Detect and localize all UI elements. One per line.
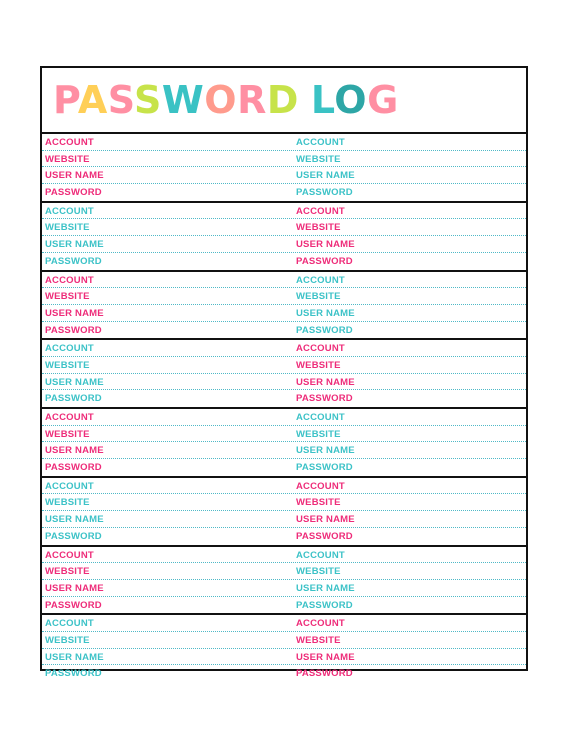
right-label-website: WEBSITE — [296, 359, 341, 371]
password-log-sheet — [40, 66, 528, 680]
left-label-username: USER NAME — [45, 170, 104, 182]
title-bar — [42, 68, 526, 134]
left-label-password: PASSWORD — [45, 530, 102, 542]
left-label-account: ACCOUNT — [45, 618, 94, 630]
title-letter: W — [161, 78, 205, 122]
right-label-website: WEBSITE — [296, 222, 341, 234]
title-letter: S — [133, 78, 162, 122]
field-row-password — [42, 459, 526, 476]
right-label-username: USER NAME — [296, 239, 355, 251]
field-row-password — [42, 528, 526, 545]
field-row-website — [42, 288, 526, 305]
right-label-username: USER NAME — [296, 376, 355, 388]
page-title — [53, 78, 399, 122]
entry-block — [42, 272, 526, 341]
field-row-username — [42, 649, 526, 666]
right-label-account: ACCOUNT — [296, 137, 345, 148]
field-row-website — [42, 632, 526, 649]
left-label-username: USER NAME — [45, 582, 104, 594]
field-row-username — [42, 580, 526, 597]
field-row-account — [42, 203, 526, 220]
right-label-username: USER NAME — [296, 514, 355, 526]
right-label-password: PASSWORD — [296, 599, 353, 611]
left-label-username: USER NAME — [45, 445, 104, 457]
field-row-password — [42, 322, 526, 339]
field-row-account — [42, 134, 526, 151]
left-label-website: WEBSITE — [45, 497, 90, 509]
right-label-password: PASSWORD — [296, 462, 353, 474]
title-letter: D — [266, 78, 299, 122]
right-label-account: ACCOUNT — [296, 412, 345, 423]
left-label-account: ACCOUNT — [45, 137, 94, 148]
right-label-username: USER NAME — [296, 445, 355, 457]
left-label-password: PASSWORD — [45, 255, 102, 267]
left-label-password: PASSWORD — [45, 668, 102, 680]
left-label-password: PASSWORD — [45, 462, 102, 474]
left-label-account: ACCOUNT — [45, 480, 94, 492]
left-label-username: USER NAME — [45, 514, 104, 526]
right-label-password: PASSWORD — [296, 393, 353, 405]
left-label-website: WEBSITE — [45, 634, 90, 646]
field-row-website — [42, 494, 526, 511]
right-label-website: WEBSITE — [296, 566, 341, 578]
left-label-website: WEBSITE — [45, 359, 90, 371]
field-row-username — [42, 167, 526, 184]
left-label-account: ACCOUNT — [45, 549, 94, 561]
left-label-username: USER NAME — [45, 376, 104, 388]
title-letter: O — [204, 78, 238, 122]
entry-block — [42, 203, 526, 272]
field-row-username — [42, 511, 526, 528]
left-label-account: ACCOUNT — [45, 412, 94, 423]
right-label-account: ACCOUNT — [296, 480, 345, 492]
field-row-password — [42, 184, 526, 201]
left-label-website: WEBSITE — [45, 566, 90, 578]
entry-block — [42, 340, 526, 409]
left-label-password: PASSWORD — [45, 324, 102, 336]
field-row-password — [42, 665, 526, 682]
right-label-password: PASSWORD — [296, 255, 353, 267]
field-row-account — [42, 478, 526, 495]
title-letter: R — [237, 78, 267, 122]
title-letter: O — [334, 78, 368, 122]
left-label-website: WEBSITE — [45, 428, 90, 440]
password-grid — [42, 134, 526, 682]
right-label-username: USER NAME — [296, 651, 355, 663]
field-row-account — [42, 409, 526, 426]
field-row-website — [42, 563, 526, 580]
field-row-username — [42, 236, 526, 253]
entry-block — [42, 547, 526, 616]
left-label-website: WEBSITE — [45, 222, 90, 234]
field-row-password — [42, 390, 526, 407]
left-label-account: ACCOUNT — [45, 343, 94, 355]
left-label-username: USER NAME — [45, 651, 104, 663]
left-label-account: ACCOUNT — [45, 274, 94, 286]
field-row-username — [42, 305, 526, 322]
right-label-password: PASSWORD — [296, 530, 353, 542]
right-label-password: PASSWORD — [296, 668, 353, 680]
field-row-website — [42, 426, 526, 443]
left-label-password: PASSWORD — [45, 599, 102, 611]
left-label-website: WEBSITE — [45, 291, 90, 303]
right-label-website: WEBSITE — [296, 153, 341, 165]
field-row-website — [42, 219, 526, 236]
field-row-account — [42, 272, 526, 289]
field-row-username — [42, 374, 526, 391]
right-label-account: ACCOUNT — [296, 618, 345, 630]
right-label-username: USER NAME — [296, 582, 355, 594]
right-label-account: ACCOUNT — [296, 343, 345, 355]
field-row-website — [42, 357, 526, 374]
right-label-account: ACCOUNT — [296, 205, 345, 217]
field-row-password — [42, 253, 526, 270]
title-letter: G — [367, 78, 399, 122]
right-label-website: WEBSITE — [296, 428, 341, 440]
entry-block — [42, 134, 526, 203]
field-row-website — [42, 151, 526, 168]
title-letter: A — [77, 78, 108, 122]
entry-block — [42, 615, 526, 682]
right-label-website: WEBSITE — [296, 497, 341, 509]
left-label-account: ACCOUNT — [45, 205, 94, 217]
right-label-website: WEBSITE — [296, 634, 341, 646]
left-label-password: PASSWORD — [45, 187, 102, 199]
right-label-username: USER NAME — [296, 170, 355, 182]
field-row-account — [42, 547, 526, 564]
left-label-username: USER NAME — [45, 307, 104, 319]
right-label-password: PASSWORD — [296, 187, 353, 199]
entry-block — [42, 478, 526, 547]
title-letter: P — [53, 78, 78, 122]
title-letter: S — [107, 78, 134, 122]
field-row-account — [42, 615, 526, 632]
title-letter: L — [310, 78, 335, 122]
left-label-website: WEBSITE — [45, 153, 90, 165]
right-label-account: ACCOUNT — [296, 274, 345, 286]
field-row-account — [42, 340, 526, 357]
right-label-username: USER NAME — [296, 307, 355, 319]
right-label-password: PASSWORD — [296, 324, 353, 336]
right-label-website: WEBSITE — [296, 291, 341, 303]
right-label-account: ACCOUNT — [296, 549, 345, 561]
entry-block — [42, 409, 526, 478]
left-label-password: PASSWORD — [45, 393, 102, 405]
field-row-username — [42, 442, 526, 459]
left-label-username: USER NAME — [45, 239, 104, 251]
field-row-password — [42, 597, 526, 614]
